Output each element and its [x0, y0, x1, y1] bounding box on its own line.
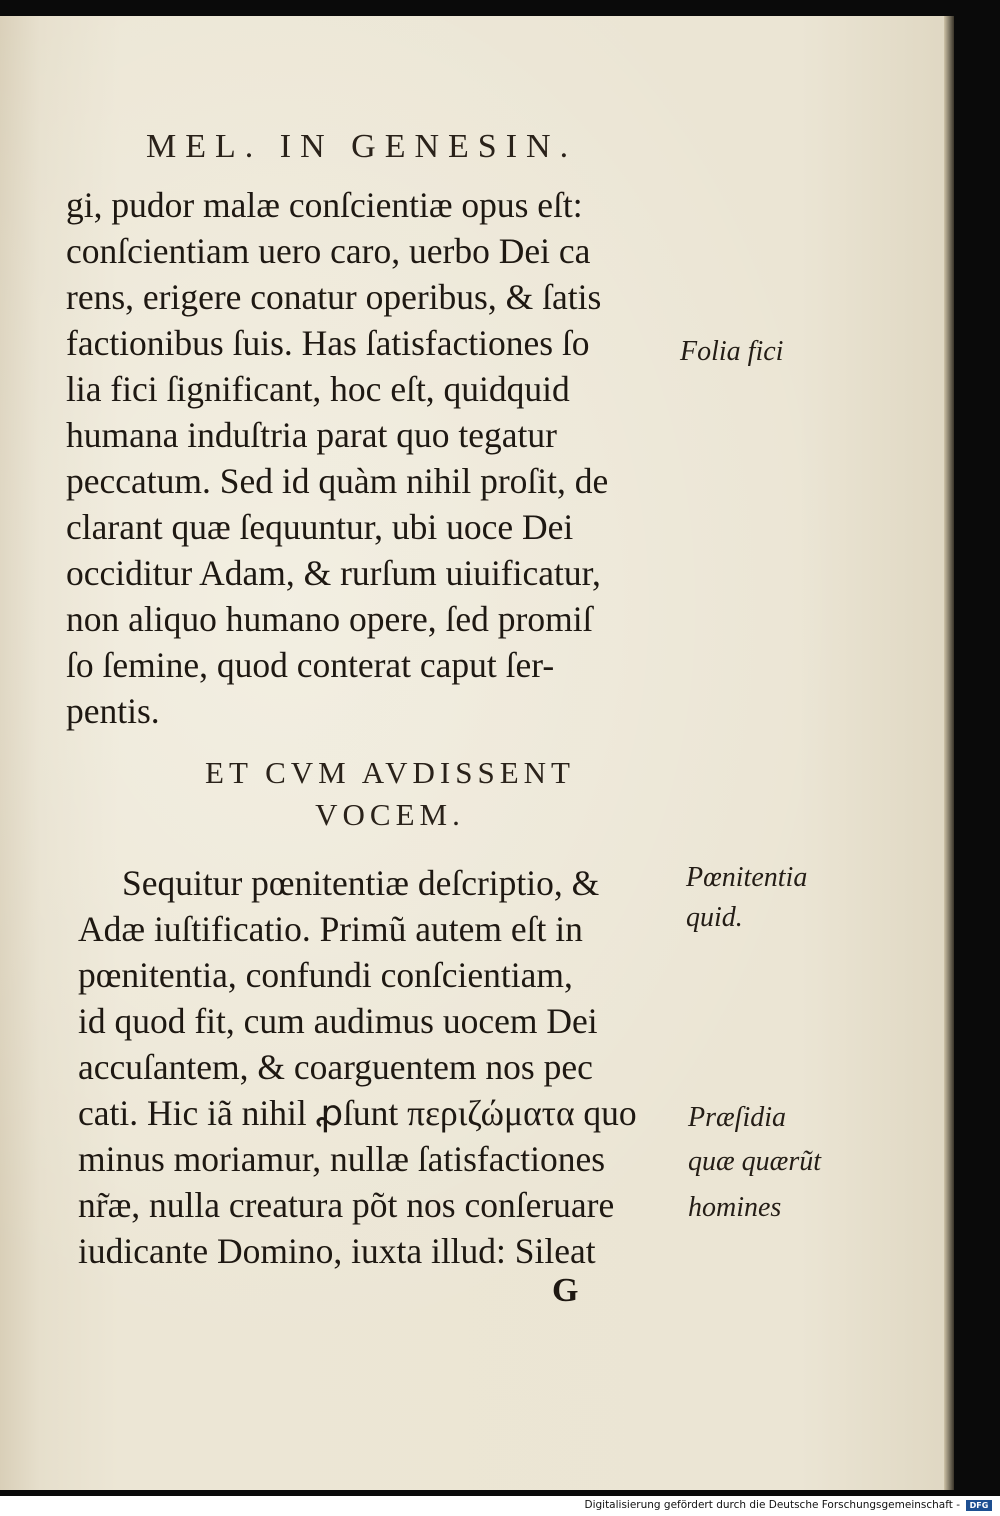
marginal-note-praesidia: Præſidia — [688, 1102, 787, 1133]
text-line: accuſantem, & coarguentem nos pec — [78, 1047, 593, 1087]
heading-line: VOCEM. — [315, 797, 465, 832]
text-line: non aliquo humano opere, ſed promiſ — [66, 599, 593, 639]
heading-line: ET CVM AVDISSENT — [205, 755, 575, 790]
marginal-note-folia-fici: Folia fici — [680, 336, 784, 367]
text-line: nr̃æ, nulla creatura põt nos conſeruare — [78, 1185, 615, 1225]
marginal-note-praesidia-homines: homines — [688, 1192, 782, 1223]
marginal-note-poenitentia-quid: quid. — [686, 902, 743, 933]
footer-credit: Digitalisierung gefördert durch die Deutsche Forschungsgemeinschaft - — [584, 1499, 960, 1511]
text-line: factionibus ſuis. Has ſatisfactiones ſo — [66, 323, 590, 363]
text-line: Adæ iuſtificatio. Primũ autem eſt in — [78, 909, 583, 949]
text-line: pentis. — [66, 691, 160, 731]
text-line: occiditur Adam, & rurſum uiuificatur, — [66, 553, 601, 593]
text-line: cati. Hic iã nihil ꝓſunt περιζώματα quo — [78, 1093, 637, 1133]
text-line: clarant quæ ſequuntur, ubi uoce Dei — [66, 507, 574, 547]
page-edge — [944, 16, 954, 1490]
text-line: conſcientiam uero caro, uerbo Dei ca — [66, 231, 591, 271]
signature-mark: G — [552, 1272, 579, 1309]
text-line: iudicante Domino, iuxta illud: Sileat — [78, 1231, 596, 1271]
text-block-1 — [66, 182, 676, 734]
text-line: minus moriamur, nullæ ſatisfactiones — [78, 1139, 606, 1179]
text-line: rens, erigere conatur operibus, & ſatis — [66, 277, 602, 317]
text-line: peccatum. Sed id quàm nihil proſit, de — [66, 461, 609, 501]
text-line: ſo ſemine, quod conterat caput ſer- — [66, 645, 555, 685]
text-line: pœnitentia, confundi conſcientiam, — [78, 955, 573, 995]
section-heading — [140, 752, 640, 836]
text-line: lia fici ſignificant, hoc eſt, quidquid — [66, 369, 570, 409]
dfg-logo: DFG — [966, 1500, 992, 1511]
text-line: humana induſtria parat quo tegatur — [66, 415, 557, 455]
marginal-note-poenitentia: Pœnitentia — [686, 862, 808, 893]
running-head: MEL. IN GENESIN. — [146, 128, 578, 165]
marginal-note-praesidia-quaerunt: quæ quærũt — [688, 1146, 822, 1177]
text-line: Sequitur pœnitentiæ deſcriptio, & — [122, 863, 600, 903]
text-block-2 — [78, 860, 678, 1274]
text-line: gi, pudor malæ conſcientiæ opus eſt: — [66, 185, 583, 225]
footer-bar — [0, 1496, 1000, 1516]
text-line: id quod fit, cum audimus uocem Dei — [78, 1001, 598, 1041]
